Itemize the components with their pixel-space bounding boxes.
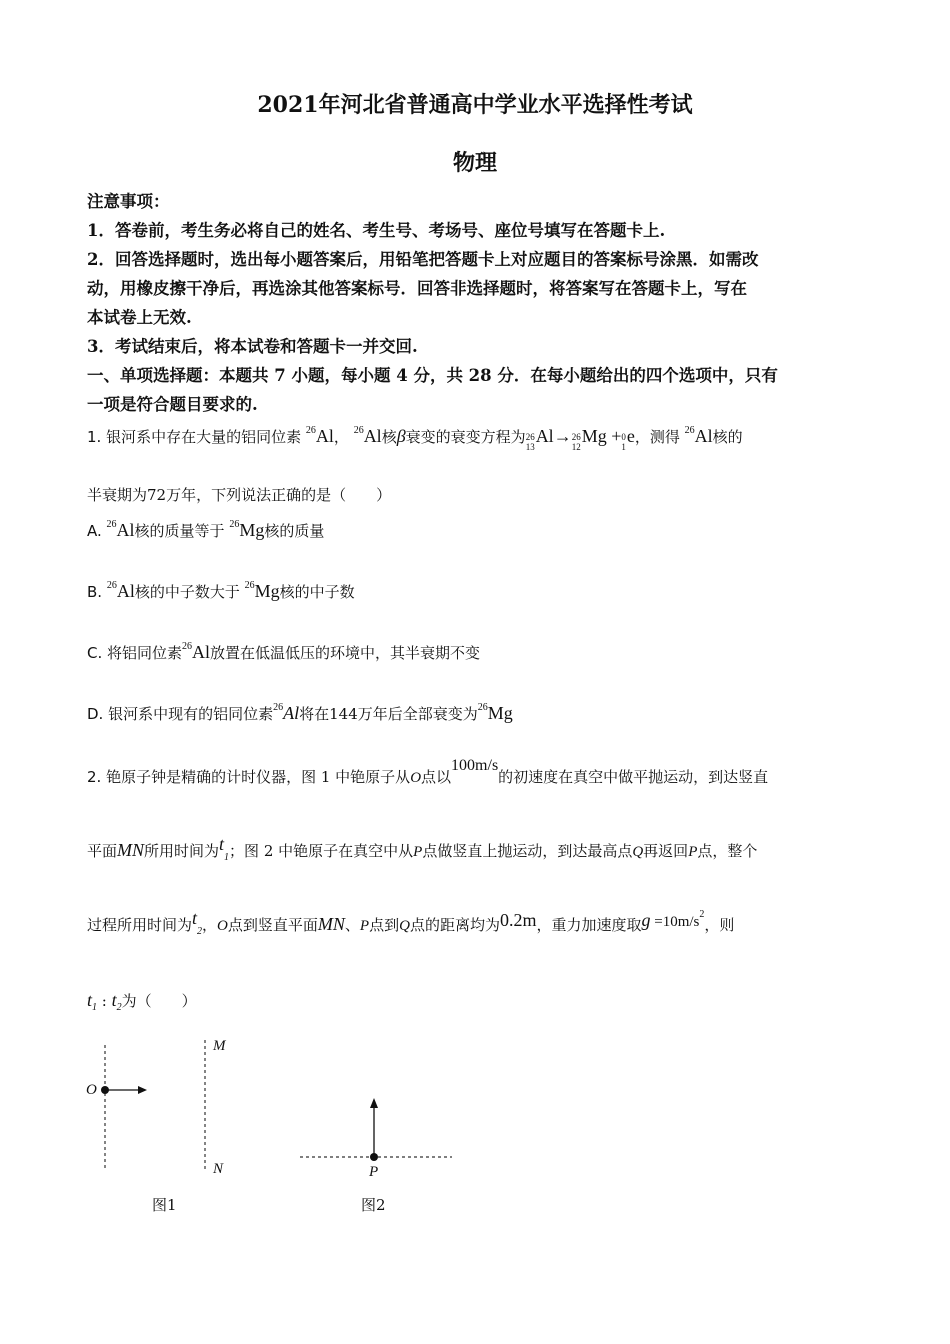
- q1-option-a[interactable]: A. $^{26}$Al核的质量等于 $^{26}$Mg核的质量: [87, 519, 325, 540]
- note-item-1: 1．答卷前，考生务必将自己的姓名、考生号、考场号、座位号填写在答题卡上.: [87, 221, 666, 240]
- fig2-caption: 图2: [361, 1196, 386, 1214]
- decay-equation: 26 13 Al→ 26 12 Mg + 0 1 e: [525, 426, 635, 452]
- note-item-2-end: 本试卷上无效.: [87, 308, 192, 327]
- note-item-2-cont: 动，用橡皮擦干净后，再选涂其他答案标号．回答非选择题时，将答案写在答题卡上，写在: [87, 279, 747, 298]
- q2-stem-line2: 平面MN所用时间为$t_1$；图 2 中铯原子在真空中从P点做竖直上抛运动，到达最高点Q再返回P点，整个: [87, 834, 758, 863]
- note-item-2: 2．回答选择题时，选出每小题答案后，用铅笔把答题卡上对应题目的答案标号涂黑．如需改: [87, 250, 759, 269]
- fig2-label-p: P: [369, 1164, 379, 1180]
- q1-option-c[interactable]: C. 将铝同位素$^{26}$Al放置在低温低压的环境中，其半衰期不变: [87, 641, 481, 662]
- exam-title: 2021年河北省普通高中学业水平选择性考试: [257, 92, 693, 118]
- q2-stem-line3: 过程所用时间为$t_2$，O点到竖直平面MN、P点到Q点的距离均为0.2m，重力加速度取$g =10m/s^2$，则: [87, 908, 735, 937]
- figure-1: [101, 1040, 205, 1170]
- fig1-label-n: N: [213, 1161, 224, 1177]
- fig1-caption: 图1: [152, 1196, 177, 1214]
- q2-stem-line4: $t_1$ : $t_2$为（ ）: [87, 990, 197, 1013]
- section-heading-cont: 一项是符合题目要求的.: [87, 395, 258, 414]
- q1-option-d[interactable]: D. 银河系中现有的铝同位素$^{26}$Al将在144万年后全部衰变为$^{26}$Mg: [87, 702, 513, 723]
- fig2-arrow-icon: [370, 1098, 378, 1108]
- q1-stem-line2: 半衰期为72万年，下列说法正确的是（ ）: [87, 486, 392, 504]
- note-item-3: 3．考试结束后，将本试卷和答题卡一并交回.: [87, 337, 418, 356]
- q1-stem-line1: 1. 银河系中存在大量的铝同位素 $^{26}$Al， $^{26}$Al核β衰变的衰变方程为 26 13 Al→ 26 12 Mg + 0 1 e，测得 $^{26}$Al核的: [87, 425, 743, 452]
- fig1-arrow-icon: [138, 1086, 147, 1094]
- notes-heading: 注意事项：: [87, 192, 170, 211]
- fig1-label-m: M: [213, 1038, 226, 1054]
- q1-option-b[interactable]: B. $^{26}$Al核的中子数大于 $^{26}$Mg核的中子数: [87, 580, 355, 601]
- q2-stem-line1: 2. 铯原子钟是精确的计时仪器，图 1 中铯原子从O点以100m/s的初速度在真空中做平抛运动，到达竖直: [87, 757, 769, 786]
- fig1-label-o: O: [86, 1082, 97, 1098]
- figure-2: [300, 1098, 452, 1161]
- section-heading: 一、单项选择题：本题共 7 小题，每小题 4 分，共 28 分．在每小题给出的四个选项中，只有: [87, 366, 778, 385]
- subject-title: 物理: [452, 150, 497, 176]
